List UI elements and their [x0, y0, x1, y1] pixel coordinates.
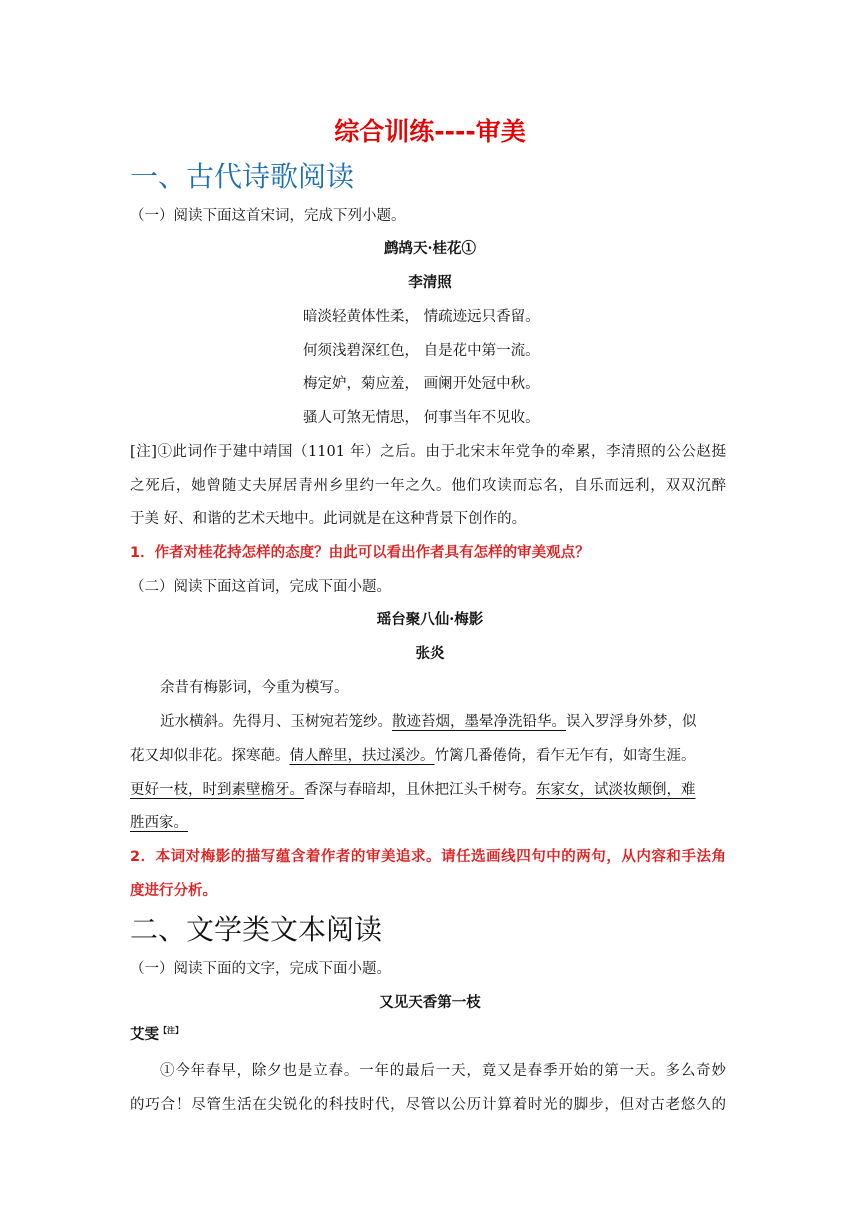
- poem2-line-1: [160, 710, 697, 731]
- instruction-2: （二）阅读下面这首词，完成下面小题。: [130, 579, 391, 595]
- question-1: 1．作者对桂花持怎样的态度？由此可以看出作者具有怎样的审美观点？: [130, 545, 590, 561]
- essay-para-line-2: 的巧合！尽管生活在尖锐化的科技时代，尽管以公历计算着时光的脚步，但对古老悠久的: [130, 1097, 726, 1113]
- question-2-line-1: 2．本词对梅影的描写蕴含着作者的审美追求。请任选画线四句中的两句，从内容和手法角: [130, 849, 726, 865]
- poem2-author: 张炎: [415, 645, 445, 662]
- note-line-1: [注]①此词作于建中靖国（1101 年）之后。由于北宋末年党争的牵累，李清照的公公赵挺: [130, 444, 726, 460]
- poem2-line-4: [130, 811, 188, 832]
- poem2-line-1-a: 近水横斜。先得月、玉树宛若笼纱。: [160, 714, 392, 730]
- author-note-marker: 【注】: [159, 1025, 183, 1036]
- instruction-3: （一）阅读下面的文字，完成下面小题。: [130, 961, 391, 977]
- underlined-sentence-3: 更好一枝，时到素壁檐牙。: [130, 782, 304, 798]
- poem2-line-2-b: 竹篱几番倦倚，看乍无乍有，如寄生涯。: [434, 748, 696, 764]
- poem1-line-4: 骚人可煞无情思， 何事当年不见收。: [303, 410, 540, 426]
- essay-author-name: 艾雯: [130, 1026, 159, 1043]
- poem2-preface: 余昔有梅影词，今重为模写。: [160, 680, 349, 696]
- note-line-3: 于美 好、和谐的艺术天地中。此词就是在这种背景下创作的。: [130, 511, 527, 527]
- instruction-1: （一）阅读下面这首宋词，完成下列小题。: [130, 208, 406, 224]
- poem2-line-2: [130, 744, 696, 765]
- section-heading-poetry: 一、古代诗歌阅读: [130, 160, 355, 193]
- question-2-line-2: 度进行分析。: [130, 883, 217, 899]
- essay-author: [130, 1023, 183, 1044]
- poem1-line-2: 何须浅碧深红色， 自是花中第一流。: [303, 343, 540, 359]
- document-title: 综合训练----审美: [334, 117, 526, 146]
- underlined-sentence-2: 倩人醉里，扶过溪沙。: [289, 748, 435, 764]
- underlined-sentence-1: 散迹苔烟，墨晕净洗铅华。: [392, 714, 566, 730]
- poem1-line-1: 暗淡轻黄体性柔， 情疏迹远只香留。: [303, 309, 540, 325]
- essay-para-line-1: ①今年春早，除夕也是立春。一年的最后一天，竟又是春季开始的第一天。多么奇妙: [160, 1063, 726, 1079]
- poem2-line-3: [130, 778, 696, 799]
- underlined-sentence-4-end: 胜西家。: [130, 815, 188, 831]
- poem1-title: 鹧鸪天·桂花①: [383, 240, 477, 257]
- poem1-author: 李清照: [408, 274, 452, 291]
- poem1-line-3: 梅定妒，菊应羞， 画阑开处冠中秋。: [303, 376, 540, 392]
- underlined-sentence-4: 东家女，试淡妆颠倒，难: [536, 782, 696, 798]
- poem2-line-1-b: 误入罗浮身外梦，似: [566, 714, 697, 730]
- poem2-line-2-a: 花又却似非花。探寒葩。: [130, 748, 290, 764]
- poem2-line-3-a: 香深与春暗却，且休把江头千树夸。: [304, 782, 536, 798]
- note-line-2: 之死后，她曾随丈夫屏居青州乡里约一年之久。他们攻读而忘名，自乐而远利，双双沉醉: [130, 478, 726, 494]
- section-heading-literature: 二、文学类文本阅读: [130, 913, 383, 946]
- poem2-title: 瑶台聚八仙·梅影: [376, 611, 484, 628]
- essay-title: 又见天香第一枝: [379, 994, 481, 1011]
